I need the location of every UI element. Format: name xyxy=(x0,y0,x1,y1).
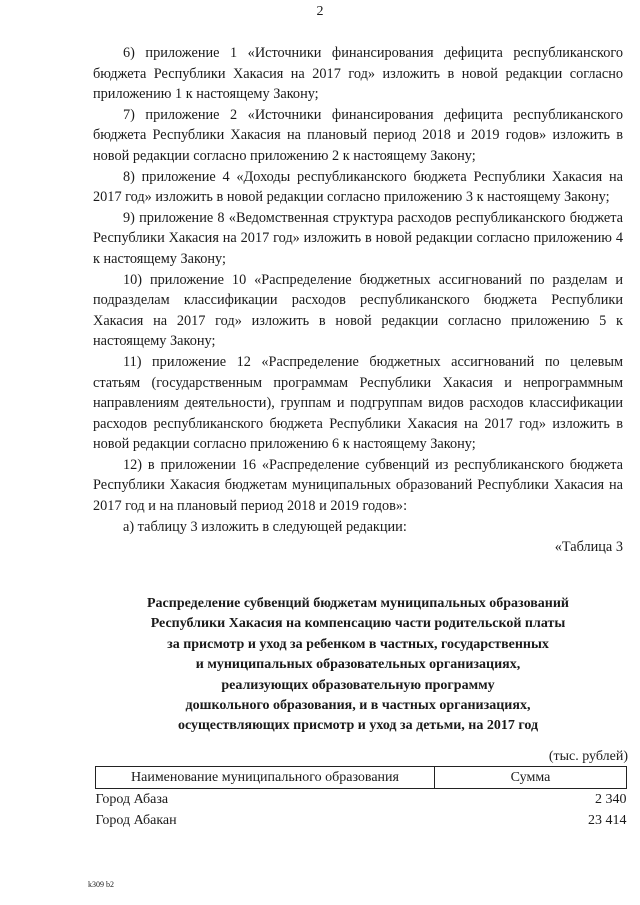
paragraph-item-8: 8) приложение 4 «Доходы республиканского бюджета Республики Хакасия на 2017 год» изложить в новой редакции согласно приложению 3 к настоящему Закону; xyxy=(93,168,623,206)
table-title-line: и муниципальных образовательных организациях, xyxy=(195,657,521,673)
table-title xyxy=(93,594,623,737)
table-title-line: Республики Хакасия на компенсацию части родительской платы xyxy=(150,616,566,632)
document-body xyxy=(93,43,623,558)
paragraph-item-7: 7) приложение 2 «Источники финансирования дефицита республиканского бюджета Республики Хакасия на плановый период 2018 и 2019 годов» изложить в новой редакции согласно приложению 2 к настоящему Закону; xyxy=(93,106,623,164)
paragraph-item-10: 10) приложение 10 «Распределение бюджетных ассигнований по разделам и подразделам классификации расходов республиканского бюджета Республики Хакасия на 2017 год» изложить в новой редакции согласно приложению 5 к настоящему Закону; xyxy=(93,271,623,350)
footer-code: k309 b2 xyxy=(88,880,114,889)
row-sum: 23 414 xyxy=(588,813,627,828)
paragraph-item-9: 9) приложение 8 «Ведомственная структура расходов республиканского бюджета Республики Хакасия на 2017 год» изложить в новой редакции согласно приложению 4 к настоящему Закону; xyxy=(93,209,623,267)
paragraph-subitem-a: а) таблицу 3 изложить в следующей редакции: xyxy=(123,518,407,535)
column-header-name: Наименование муниципального образования xyxy=(96,767,435,789)
column-header-sum: Сумма xyxy=(435,767,627,789)
table-title-line: Распределение субвенций бюджетам муниципальных образований xyxy=(147,596,569,611)
table-reference: «Таблица 3 xyxy=(554,539,623,556)
paragraph-item-11: 11) приложение 12 «Распределение бюджетных ассигнований по целевым статьям (государственным программам Республики Хакасия и непрограммным направлениям деятельности), группам и подгруппам видов расходов классификации расходов республиканского бюджета Республики Хакасия на 2017 год» изложить в новой редакции согласно приложению 6 к настоящему Закону; xyxy=(93,353,623,453)
row-name: Город Абакан xyxy=(95,813,177,828)
table-title-line: за присмотр и уход за ребенком в частных, государственных xyxy=(167,636,549,652)
table-header-row xyxy=(96,767,627,789)
paragraph-item-12: 12) в приложении 16 «Распределение субвенций из республиканского бюджета Республики Хакасия бюджетам муниципальных образований Республики Хакасия на 2017 год и на плановый период 2018 и 2019 годов»: xyxy=(93,456,623,515)
table-row xyxy=(96,789,627,811)
units-label: (тыс. рублей) xyxy=(548,749,628,764)
row-name: Город Абаза xyxy=(95,792,169,807)
table-title-line: дошкольного образования, и в частных организациях, xyxy=(185,698,531,714)
row-sum: 2 340 xyxy=(595,792,627,807)
paragraph-item-6: 6) приложение 1 «Источники финансирования дефицита республиканского бюджета Республики Хакасия на 2017 год» изложить в новой редакции согласно приложению 1 к настоящему Закону; xyxy=(93,45,623,103)
table-title-line: осуществляющих присмотр и уход за детьми, на 2017 год xyxy=(177,718,539,734)
table-row xyxy=(96,810,627,831)
page-number: 2 xyxy=(316,4,324,19)
table-title-line: реализующих образовательную программу xyxy=(221,677,495,693)
subvention-table xyxy=(95,766,627,831)
